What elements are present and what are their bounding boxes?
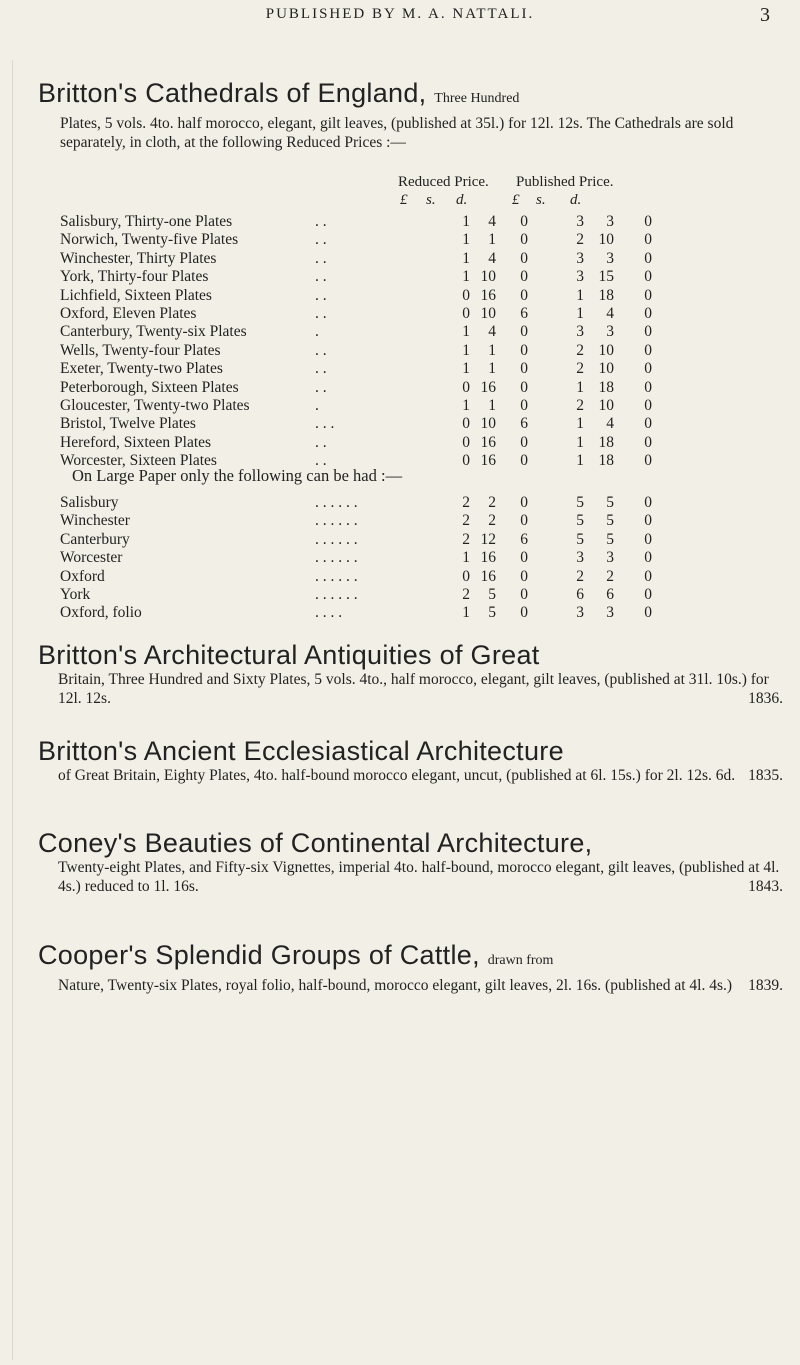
reduced-pounds: 0 — [462, 452, 470, 470]
unit-pounds: £ — [400, 192, 408, 208]
published-pounds: 1 — [576, 415, 584, 433]
published-pence: 0 — [644, 530, 652, 548]
published-pounds: 6 — [576, 585, 584, 603]
reduced-shillings: 1 — [488, 396, 496, 414]
reduced-shillings: 16 — [480, 433, 496, 451]
row-title: Oxford, Eleven Plates — [60, 304, 197, 322]
published-price-header: Published Price. — [516, 174, 614, 190]
reduced-pence: 0 — [520, 494, 528, 511]
entry-title: Britton's Architectural Antiquities of Great — [38, 640, 540, 670]
reduced-shillings: 16 — [480, 286, 496, 304]
unit-pounds: £ — [512, 192, 520, 208]
published-shillings: 4 — [606, 304, 614, 322]
reduced-pounds: 1 — [462, 360, 470, 378]
reduced-shillings: 1 — [488, 341, 496, 359]
reduced-pence: 0 — [520, 452, 528, 470]
reduced-shillings: 2 — [488, 512, 496, 530]
unit-shillings: s. — [536, 192, 546, 208]
entry-architectural-antiquities — [38, 640, 783, 708]
unit-pence: d. — [456, 192, 468, 208]
published-shillings: 18 — [598, 452, 614, 470]
row-title: Oxford, folio — [60, 604, 142, 622]
entry-title-tail: drawn from — [487, 953, 554, 968]
dot-leader: . . . — [315, 415, 335, 433]
reduced-pounds: 1 — [462, 268, 470, 286]
price-row — [60, 494, 780, 512]
reduced-shillings: 16 — [480, 452, 496, 470]
reduced-price-header: Reduced Price. — [398, 174, 489, 190]
reduced-shillings: 10 — [480, 415, 496, 433]
published-shillings: 10 — [598, 341, 614, 359]
published-pence: 0 — [644, 360, 652, 378]
entry-body-text: Twenty-eight Plates, and Fifty-six Vignettes, imperial 4to. half-bound, morocco elegant, gilt leaves, (published at 4l. 4s.) reduced to 1l. 16s. — [58, 859, 780, 895]
published-shillings: 5 — [606, 512, 614, 530]
price-row — [60, 342, 780, 360]
entry-ecclesiastical-architecture — [38, 736, 783, 785]
price-row — [60, 568, 780, 586]
reduced-shillings: 10 — [480, 304, 496, 322]
entry-title — [38, 78, 783, 114]
entry-continental-architecture — [38, 828, 783, 896]
price-row — [60, 305, 780, 323]
dot-leader: . . . . . . — [315, 494, 358, 511]
page-number: 3 — [760, 4, 770, 26]
reduced-shillings: 2 — [488, 494, 496, 511]
published-pence: 0 — [644, 415, 652, 433]
price-row — [60, 360, 780, 378]
reduced-pounds: 1 — [462, 231, 470, 249]
published-pence: 0 — [644, 213, 652, 230]
published-pence: 0 — [644, 549, 652, 567]
published-shillings: 3 — [606, 604, 614, 622]
published-pounds: 1 — [576, 452, 584, 470]
dot-leader: . . . . . . — [315, 530, 358, 548]
published-pence: 0 — [644, 604, 652, 622]
large-paper-table — [60, 494, 780, 623]
published-pounds: 3 — [576, 249, 584, 267]
reduced-pounds: 1 — [462, 323, 470, 341]
unit-pence: d. — [570, 192, 582, 208]
entry-description — [58, 766, 783, 785]
row-title: Peterborough, Sixteen Plates — [60, 378, 239, 396]
published-shillings: 10 — [598, 231, 614, 249]
published-pence: 0 — [644, 567, 652, 585]
published-pence: 0 — [644, 341, 652, 359]
dot-leader: . . . . — [315, 604, 343, 622]
reduced-pounds: 0 — [462, 567, 470, 585]
published-pence: 0 — [644, 378, 652, 396]
entry-body-text: of Great Britain, Eighty Plates, 4to. half-bound morocco elegant, uncut, (published at 6l. 15s.) for 2l. 12s. 6d. — [58, 767, 736, 784]
published-pence: 0 — [644, 452, 652, 470]
dot-leader: . . . . . . — [315, 549, 358, 567]
published-pounds: 2 — [576, 567, 584, 585]
price-row — [60, 250, 780, 268]
reduced-pence: 0 — [520, 213, 528, 230]
dot-leader: . — [315, 323, 319, 341]
entry-description: Plates, 5 vols. 4to. half morocco, elegant, gilt leaves, (published at 35l.) for 12l. 12s. The Cathedrals are sold separately, in cloth, at the following Reduced Prices :— — [60, 115, 734, 151]
published-pounds: 1 — [576, 433, 584, 451]
entry-body-text: Nature, Twenty-six Plates, royal folio, half-bound, morocco elegant, gilt leaves, 2l. 16s. (published at 4l. 4s.) — [58, 977, 733, 994]
reduced-pounds: 1 — [462, 604, 470, 622]
published-pounds: 1 — [576, 304, 584, 322]
published-pence: 0 — [644, 494, 652, 511]
reduced-pounds: 2 — [462, 494, 470, 511]
published-pence: 0 — [644, 231, 652, 249]
row-title: Salisbury — [60, 494, 119, 511]
published-shillings: 10 — [598, 396, 614, 414]
entry-year: 1843. — [748, 878, 783, 895]
published-shillings: 3 — [606, 323, 614, 341]
published-shillings: 6 — [606, 585, 614, 603]
reduced-pence: 6 — [520, 415, 528, 433]
reduced-pence: 0 — [520, 512, 528, 530]
row-title: Worcester, Sixteen Plates — [60, 452, 217, 470]
published-shillings: 2 — [606, 567, 614, 585]
published-shillings: 5 — [606, 494, 614, 511]
row-title: Salisbury, Thirty-one Plates — [60, 213, 233, 230]
entry-year: 1835. — [748, 767, 783, 784]
entry-title — [38, 940, 783, 976]
published-shillings: 3 — [606, 549, 614, 567]
row-title: Lichfield, Sixteen Plates — [60, 286, 212, 304]
reduced-pounds: 0 — [462, 286, 470, 304]
reduced-shillings: 5 — [488, 604, 496, 622]
published-pounds: 3 — [576, 604, 584, 622]
reduced-pounds: 1 — [462, 396, 470, 414]
published-shillings: 18 — [598, 286, 614, 304]
dot-leader: . . . . . . — [315, 567, 358, 585]
price-row — [60, 531, 780, 549]
published-pounds: 3 — [576, 213, 584, 230]
entry-description — [58, 976, 783, 995]
reduced-pounds: 2 — [462, 585, 470, 603]
price-row — [60, 434, 780, 452]
reduced-pence: 0 — [520, 396, 528, 414]
published-shillings: 3 — [606, 249, 614, 267]
row-title: Bristol, Twelve Plates — [60, 415, 196, 433]
published-shillings: 5 — [606, 530, 614, 548]
reduced-shillings: 16 — [480, 567, 496, 585]
published-pence: 0 — [644, 433, 652, 451]
reduced-pence: 0 — [520, 360, 528, 378]
dot-leader: . . — [315, 341, 327, 359]
row-title: Canterbury, Twenty-six Plates — [60, 323, 247, 341]
price-row — [60, 415, 780, 433]
price-row — [60, 213, 780, 231]
dot-leader: . . — [315, 378, 327, 396]
price-column-headers — [398, 174, 778, 210]
row-title: Gloucester, Twenty-two Plates — [60, 396, 250, 414]
dot-leader: . . . . . . — [315, 512, 358, 530]
published-shillings: 4 — [606, 415, 614, 433]
price-table — [60, 213, 780, 470]
published-pence: 0 — [644, 268, 652, 286]
reduced-pence: 0 — [520, 249, 528, 267]
dot-leader: . . — [315, 268, 327, 286]
price-row — [60, 397, 780, 415]
price-row — [60, 231, 780, 249]
entry-title: Coney's Beauties of Continental Architecture, — [38, 828, 593, 858]
entry-description — [58, 670, 783, 708]
reduced-shillings: 4 — [488, 323, 496, 341]
reduced-shillings: 12 — [480, 530, 496, 548]
reduced-shillings: 4 — [488, 213, 496, 230]
reduced-pence: 0 — [520, 378, 528, 396]
published-pounds: 2 — [576, 360, 584, 378]
reduced-pence: 0 — [520, 341, 528, 359]
reduced-shillings: 10 — [480, 268, 496, 286]
reduced-pence: 0 — [520, 433, 528, 451]
row-title: Canterbury — [60, 530, 130, 548]
published-pounds: 2 — [576, 341, 584, 359]
published-pence: 0 — [644, 512, 652, 530]
entry-title-text: Cooper's Splendid Groups of Cattle, — [38, 940, 480, 970]
reduced-pence: 6 — [520, 530, 528, 548]
reduced-pounds: 0 — [462, 415, 470, 433]
published-shillings: 18 — [598, 433, 614, 451]
row-title: Norwich, Twenty-five Plates — [60, 231, 239, 249]
published-pounds: 2 — [576, 396, 584, 414]
reduced-pounds: 2 — [462, 530, 470, 548]
unit-shillings: s. — [426, 192, 436, 208]
entry-body-text: Britain, Three Hundred and Sixty Plates, 5 vols. 4to., half morocco, elegant, gilt leaves, (published at 31l. 10s.) for 12l. 12s. — [58, 671, 769, 707]
entry-cattle-groups — [38, 940, 783, 995]
dot-leader: . . — [315, 360, 327, 378]
reduced-shillings: 4 — [488, 249, 496, 267]
reduced-pounds: 1 — [462, 213, 470, 230]
row-title: Worcester — [60, 549, 123, 567]
published-pounds: 2 — [576, 231, 584, 249]
large-paper-intro: On Large Paper only the following can be had :— — [72, 466, 403, 485]
reduced-pence: 0 — [520, 585, 528, 603]
dot-leader: . . . . . . — [315, 585, 358, 603]
published-pounds: 1 — [576, 378, 584, 396]
published-pounds: 1 — [576, 286, 584, 304]
reduced-pounds: 1 — [462, 249, 470, 267]
published-pence: 0 — [644, 585, 652, 603]
dot-leader: . . — [315, 286, 327, 304]
published-shillings: 15 — [598, 268, 614, 286]
reduced-pence: 0 — [520, 604, 528, 622]
reduced-pence: 0 — [520, 231, 528, 249]
row-title: Oxford — [60, 567, 105, 585]
reduced-pence: 0 — [520, 567, 528, 585]
price-row — [60, 287, 780, 305]
published-pounds: 5 — [576, 530, 584, 548]
published-shillings: 3 — [606, 213, 614, 230]
reduced-pence: 0 — [520, 549, 528, 567]
published-shillings: 10 — [598, 360, 614, 378]
dot-leader: . — [315, 396, 319, 414]
published-pounds: 3 — [576, 549, 584, 567]
price-row — [60, 323, 780, 341]
dot-leader: . . — [315, 249, 327, 267]
row-title: Wells, Twenty-four Plates — [60, 341, 221, 359]
price-row — [60, 586, 780, 604]
reduced-pounds: 2 — [462, 512, 470, 530]
entry-year: 1836. — [748, 690, 783, 707]
entry-description — [58, 858, 783, 896]
entry-title: Britton's Ancient Ecclesiastical Architecture — [38, 736, 564, 766]
published-pence: 0 — [644, 304, 652, 322]
reduced-pence: 0 — [520, 286, 528, 304]
dot-leader: . . — [315, 213, 327, 230]
dot-leader: . . — [315, 433, 327, 451]
published-pence: 0 — [644, 286, 652, 304]
reduced-pounds: 1 — [462, 549, 470, 567]
reduced-shillings: 16 — [480, 549, 496, 567]
reduced-shillings: 1 — [488, 360, 496, 378]
price-row — [60, 268, 780, 286]
reduced-shillings: 16 — [480, 378, 496, 396]
reduced-pounds: 0 — [462, 304, 470, 322]
published-pence: 0 — [644, 396, 652, 414]
row-title: Hereford, Sixteen Plates — [60, 433, 212, 451]
reduced-shillings: 1 — [488, 231, 496, 249]
running-head: PUBLISHED BY M. A. NATTALI. — [265, 6, 535, 22]
published-shillings: 18 — [598, 378, 614, 396]
row-title: Winchester — [60, 512, 130, 530]
published-pounds: 3 — [576, 268, 584, 286]
published-pounds: 3 — [576, 323, 584, 341]
published-pence: 0 — [644, 249, 652, 267]
reduced-pence: 6 — [520, 304, 528, 322]
row-title: York, Thirty-four Plates — [60, 268, 209, 286]
price-row — [60, 549, 780, 567]
dot-leader: . . — [315, 231, 327, 249]
row-title: Winchester, Thirty Plates — [60, 249, 217, 267]
published-pence: 0 — [644, 323, 652, 341]
row-title: Exeter, Twenty-two Plates — [60, 360, 223, 378]
reduced-shillings: 5 — [488, 585, 496, 603]
reduced-pence: 0 — [520, 323, 528, 341]
dot-leader: . . — [315, 304, 327, 322]
reduced-pounds: 0 — [462, 378, 470, 396]
entry-title-text: Britton's Cathedrals of England, — [38, 78, 427, 108]
row-title: York — [60, 585, 91, 603]
published-pounds: 5 — [576, 512, 584, 530]
entry-britton-cathedrals — [38, 78, 783, 152]
reduced-pence: 0 — [520, 268, 528, 286]
reduced-pounds: 1 — [462, 341, 470, 359]
price-row — [60, 512, 780, 530]
price-row — [60, 379, 780, 397]
entry-title-tail: Three Hundred — [434, 91, 520, 106]
reduced-pounds: 0 — [462, 433, 470, 451]
price-row — [60, 604, 780, 622]
entry-year: 1839. — [748, 977, 783, 994]
published-pounds: 5 — [576, 494, 584, 511]
dot-leader: . . — [315, 452, 327, 470]
page-margin-line — [12, 60, 13, 1360]
